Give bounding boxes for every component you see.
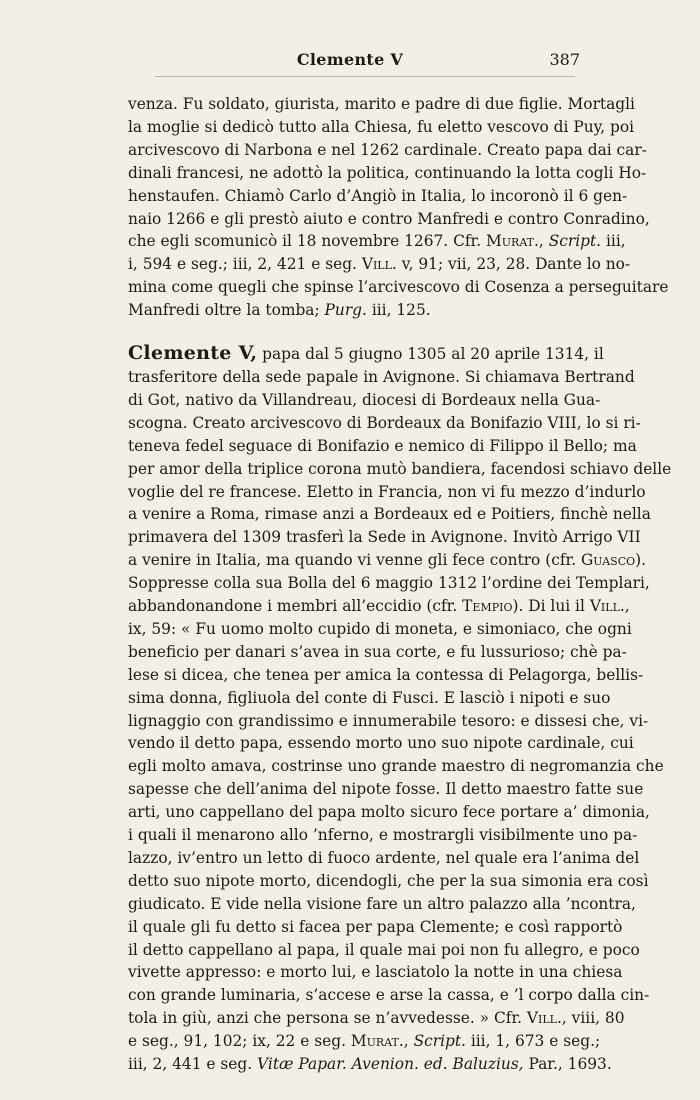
text-run: , — [624, 597, 630, 615]
text-run: Script. — [413, 1032, 466, 1051]
text-run: Guasco — [580, 551, 636, 570]
text-run: abbandonandone i membri all’eccidio (cfr. — [128, 597, 463, 615]
text-run: Vill. — [361, 255, 397, 274]
text-line: vendo il detto papa, essendo morto uno suo nipote cardinale, cui — [128, 734, 634, 753]
text-line: lignaggio con grandissimo e innumerabile tesoro: e dissesi che, vi- — [128, 711, 649, 730]
running-header — [0, 50, 700, 74]
text-line — [128, 1007, 625, 1029]
text-run: papa dal 5 giugno 1305 al 20 aprile 1314, il — [257, 345, 604, 363]
text-line — [128, 549, 647, 571]
header-rule — [155, 76, 575, 77]
text-run: tola in giù, anzi che persona se n’avvedesse. » Cfr. — [128, 1009, 527, 1028]
text-run: Tempio — [462, 597, 513, 615]
text-run: Vitæ Papar. Avenion. ed. Baluzius, — [257, 1055, 524, 1073]
text-run: Script. — [548, 232, 602, 251]
text-line — [128, 595, 630, 617]
text-line: beneficio per danari s’avea in sua corte, e fu lussurioso; chè pa- — [128, 642, 627, 661]
text-line: lese si dicea, che tenea per amica la contessa di Pelagorga, bellis- — [128, 665, 644, 684]
text-line: voglie del re francese. Eletto in Francia, non vi fu mezzo d’indurlo — [128, 482, 646, 501]
text-line: sima donna, figliuola del conte di Fusci. E lasciò i nipoti e suo — [128, 688, 611, 707]
text-run: Murat. — [486, 232, 539, 251]
text-run: Par., 1693. — [523, 1055, 612, 1073]
text-run: ). Di lui il — [512, 597, 590, 615]
text-line: arti, uno cappellano del papa molto sicuro fece portare a’ dimonia, — [128, 803, 650, 822]
text-line: scogna. Creato arcivescovo di Bordeaux da Bonifazio VIII, lo si ri- — [128, 413, 641, 432]
text-line: trasferitore della sede papale in Avignone. Si chiamava Bertrand — [128, 368, 635, 386]
text-line: mina come quegli che spinse l’arcivescovo di Cosenza a perseguitare — [128, 278, 669, 297]
text-line — [128, 1053, 612, 1075]
text-line: detto suo nipote morto, dicendogli, che per la sua simonia era così — [128, 871, 649, 890]
text-line: i quali il menarono allo ’nferno, e mostrargli visibilmente uno pa- — [128, 826, 638, 844]
text-run: a venire in Italia, ma quando vi venne gli fece contro (cfr. — [128, 551, 581, 570]
text-line: per amor della triplice corona mutò bandiera, facendosi schiavo delle — [128, 459, 672, 478]
text-line — [128, 253, 631, 275]
text-line: la moglie si dedicò tutto alla Chiesa, fu eletto vescovo di Puy, poi — [128, 117, 635, 136]
text-line: dinali francesi, ne adottò la politica, continuando la lotta cogli Ho- — [128, 163, 647, 182]
text-line: di Got, nativo da Villandreau, diocesi di Bordeaux nella Gua- — [128, 390, 601, 409]
running-title: Clemente V — [296, 50, 404, 69]
text-run: ). — [635, 551, 647, 570]
text-run: i, 594 e seg.; iii, 2, 421 e seg. — [128, 255, 362, 274]
text-line: arcivescovo di Narbona e nel 1262 cardinale. Creato papa dai car- — [128, 140, 647, 159]
text-run: v, 91; vii, 23, 28. Dante lo no- — [396, 255, 631, 274]
text-run: iii, 1, 673 e seg.; — [465, 1032, 601, 1051]
text-run: , — [403, 1032, 414, 1051]
text-run: Manfredi oltre la tomba; — [128, 301, 325, 320]
text-line: vivette appresso: e morto lui, e lasciatolo la notte in una chiesa — [128, 963, 623, 982]
text-run: iii, 125. — [366, 301, 431, 320]
text-line — [128, 299, 576, 321]
text-run: Purg. — [324, 301, 367, 320]
page-number: 387 — [549, 50, 580, 69]
text-run: e seg., 91, 102; ix, 22 e seg. — [128, 1032, 351, 1051]
text-line: henstaufen. Chiamò Carlo d’Angiò in Italia, lo incoronò il 6 gen- — [128, 186, 628, 205]
text-line — [128, 340, 604, 366]
text-line: lazzo, iv’entro un letto di fuoco ardente, nel quale era l’anima del — [128, 848, 640, 867]
text-line — [128, 230, 626, 252]
text-line: a venire a Roma, rimase anzi a Bordeaux ed e Poitiers, finchè nella — [128, 505, 651, 524]
text-run: che egli scomunicò il 18 novembre 1267. Cfr. — [128, 232, 487, 251]
text-run: iii, 2, 441 e seg. — [128, 1055, 258, 1073]
text-run: , viii, 80 — [561, 1009, 625, 1028]
text-line: teneva fedel seguace di Bonifazio e nemico di Filippo il Bello; ma — [128, 436, 637, 455]
text-run: Murat. — [350, 1032, 404, 1051]
text-line: Soppresse colla sua Bolla del 6 maggio 1312 l’ordine dei Templari, — [128, 574, 650, 593]
text-line: naio 1266 e gli prestò aiuto e contro Manfredi e contro Conradino, — [128, 209, 650, 228]
text-line: venza. Fu soldato, giurista, marito e padre di due figlie. Mortagli — [128, 95, 635, 113]
text-line — [128, 1030, 601, 1052]
text-line: il detto cappellano al papa, il quale mai poi non fu allegro, e poco — [128, 940, 640, 959]
entry-lemma: Clemente V, — [128, 342, 258, 364]
text-run: , — [538, 232, 549, 251]
text-line: egli molto amava, costrinse uno grande maestro di negromanzia che — [128, 757, 664, 776]
text-line: ix, 59: « Fu uomo molto cupido di moneta, e simoniaco, che ogni — [128, 619, 632, 638]
text-line: il quale gli fu detto si facea per papa Clemente; e così rapportò — [128, 917, 623, 936]
text-line: sapesse che dell’anima del nipote fosse. Il detto maestro fatte sue — [128, 780, 644, 799]
text-line: primavera del 1309 trasferì la Sede in Avignone. Invitò Arrigo VII — [128, 528, 641, 547]
text-line: giudicato. E vide nella visione fare un altro palazzo alla ’ncontra, — [128, 894, 636, 913]
text-run: Vill. — [526, 1009, 562, 1028]
text-line: con grande luminaria, s’accese e arse la cassa, e ’l corpo dalla cin- — [128, 986, 650, 1005]
text-run: iii, — [601, 232, 626, 251]
text-run: Vill. — [589, 597, 625, 615]
